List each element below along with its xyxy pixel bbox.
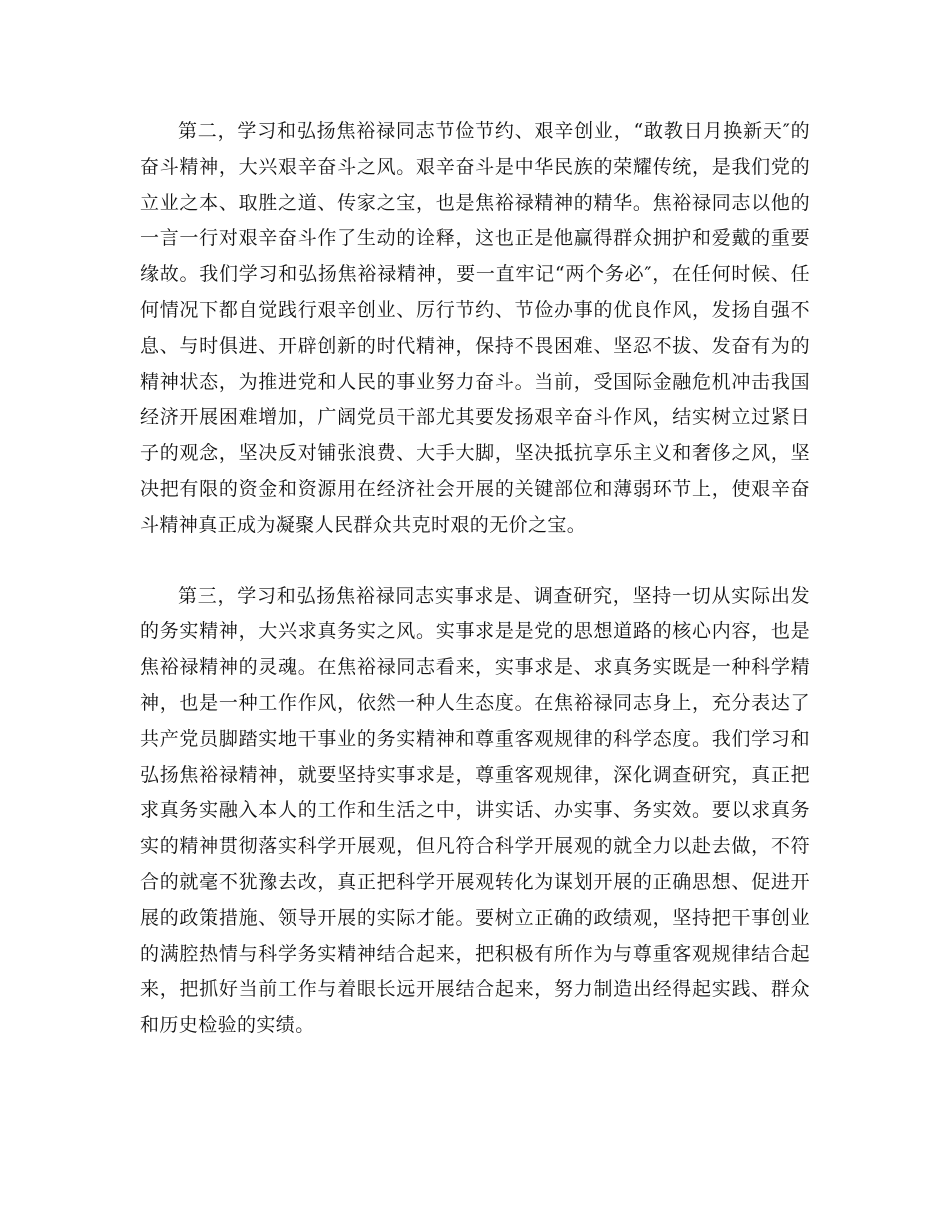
document-body xyxy=(140,114,810,1044)
paragraph-second-point: 第二，学习和弘扬焦裕禄同志节俭节约、艰辛创业，“敢教日月换新天″的奋斗精神，大兴艰辛奋斗之风。艰辛奋斗是中华民族的荣耀传统，是我们党的立业之本、取胜之道、传家之宝，也是焦裕禄精神的精华。焦裕禄同志以他的一言一行对艰辛奋斗作了生动的诠释，这也正是他赢得群众拥护和爱戴的重要缘故。我们学习和弘扬焦裕禄精神，要一直牢记“两个务必″，在任何时候、任何情况下都自觉践行艰辛创业、厉行节约、节俭办事的优良作风，发扬自强不息、与时俱进、开辟创新的时代精神，保持不畏困难、坚忍不拔、发奋有为的精神状态，为推进党和人民的事业努力奋斗。当前，受国际金融危机冲击我国经济开展困难增加，广阔党员干部尤其要发扬艰辛奋斗作风，结实树立过紧日子的观念，坚决反对铺张浪费、大手大脚，坚决抵抗享乐主义和奢侈之风，坚决把有限的资金和资源用在经济社会开展的关键部位和薄弱环节上，使艰辛奋斗精神真正成为凝聚人民群众共克时艰的无价之宝。 xyxy=(140,120,810,536)
paragraph-third-point: 第三，学习和弘扬焦裕禄同志实事求是、调查研究，坚持一切从实际出发的务实精神，大兴求真务实之风。实事求是是党的思想道路的核心内容，也是焦裕禄精神的灵魂。在焦裕禄同志看来，实事求是、求真务实既是一种科学精神，也是一种工作作风，依然一种人生态度。在焦裕禄同志身上，充分表达了共产党员脚踏实地干事业的务实精神和尊重客观规律的科学态度。我们学习和弘扬焦裕禄精神，就要坚持实事求是，尊重客观规律，深化调查研究，真正把求真务实融入本人的工作和生活之中，讲实话、办实事、务实效。要以求真务实的精神贯彻落实科学开展观，但凡符合科学开展观的就全力以赴去做，不符合的就毫不犹豫去改，真正把科学开展观转化为谋划开展的正确思想、促进开展的政策措施、领导开展的实际才能。要树立正确的政绩观，坚持把干事创业的满腔热情与科学务实精神结合起来，把积极有所作为与尊重客观规律结合起来，把抓好当前工作与着眼长远开展结合起来，努力制造出经得起实践、群众和历史检验的实绩。 xyxy=(140,584,810,1037)
